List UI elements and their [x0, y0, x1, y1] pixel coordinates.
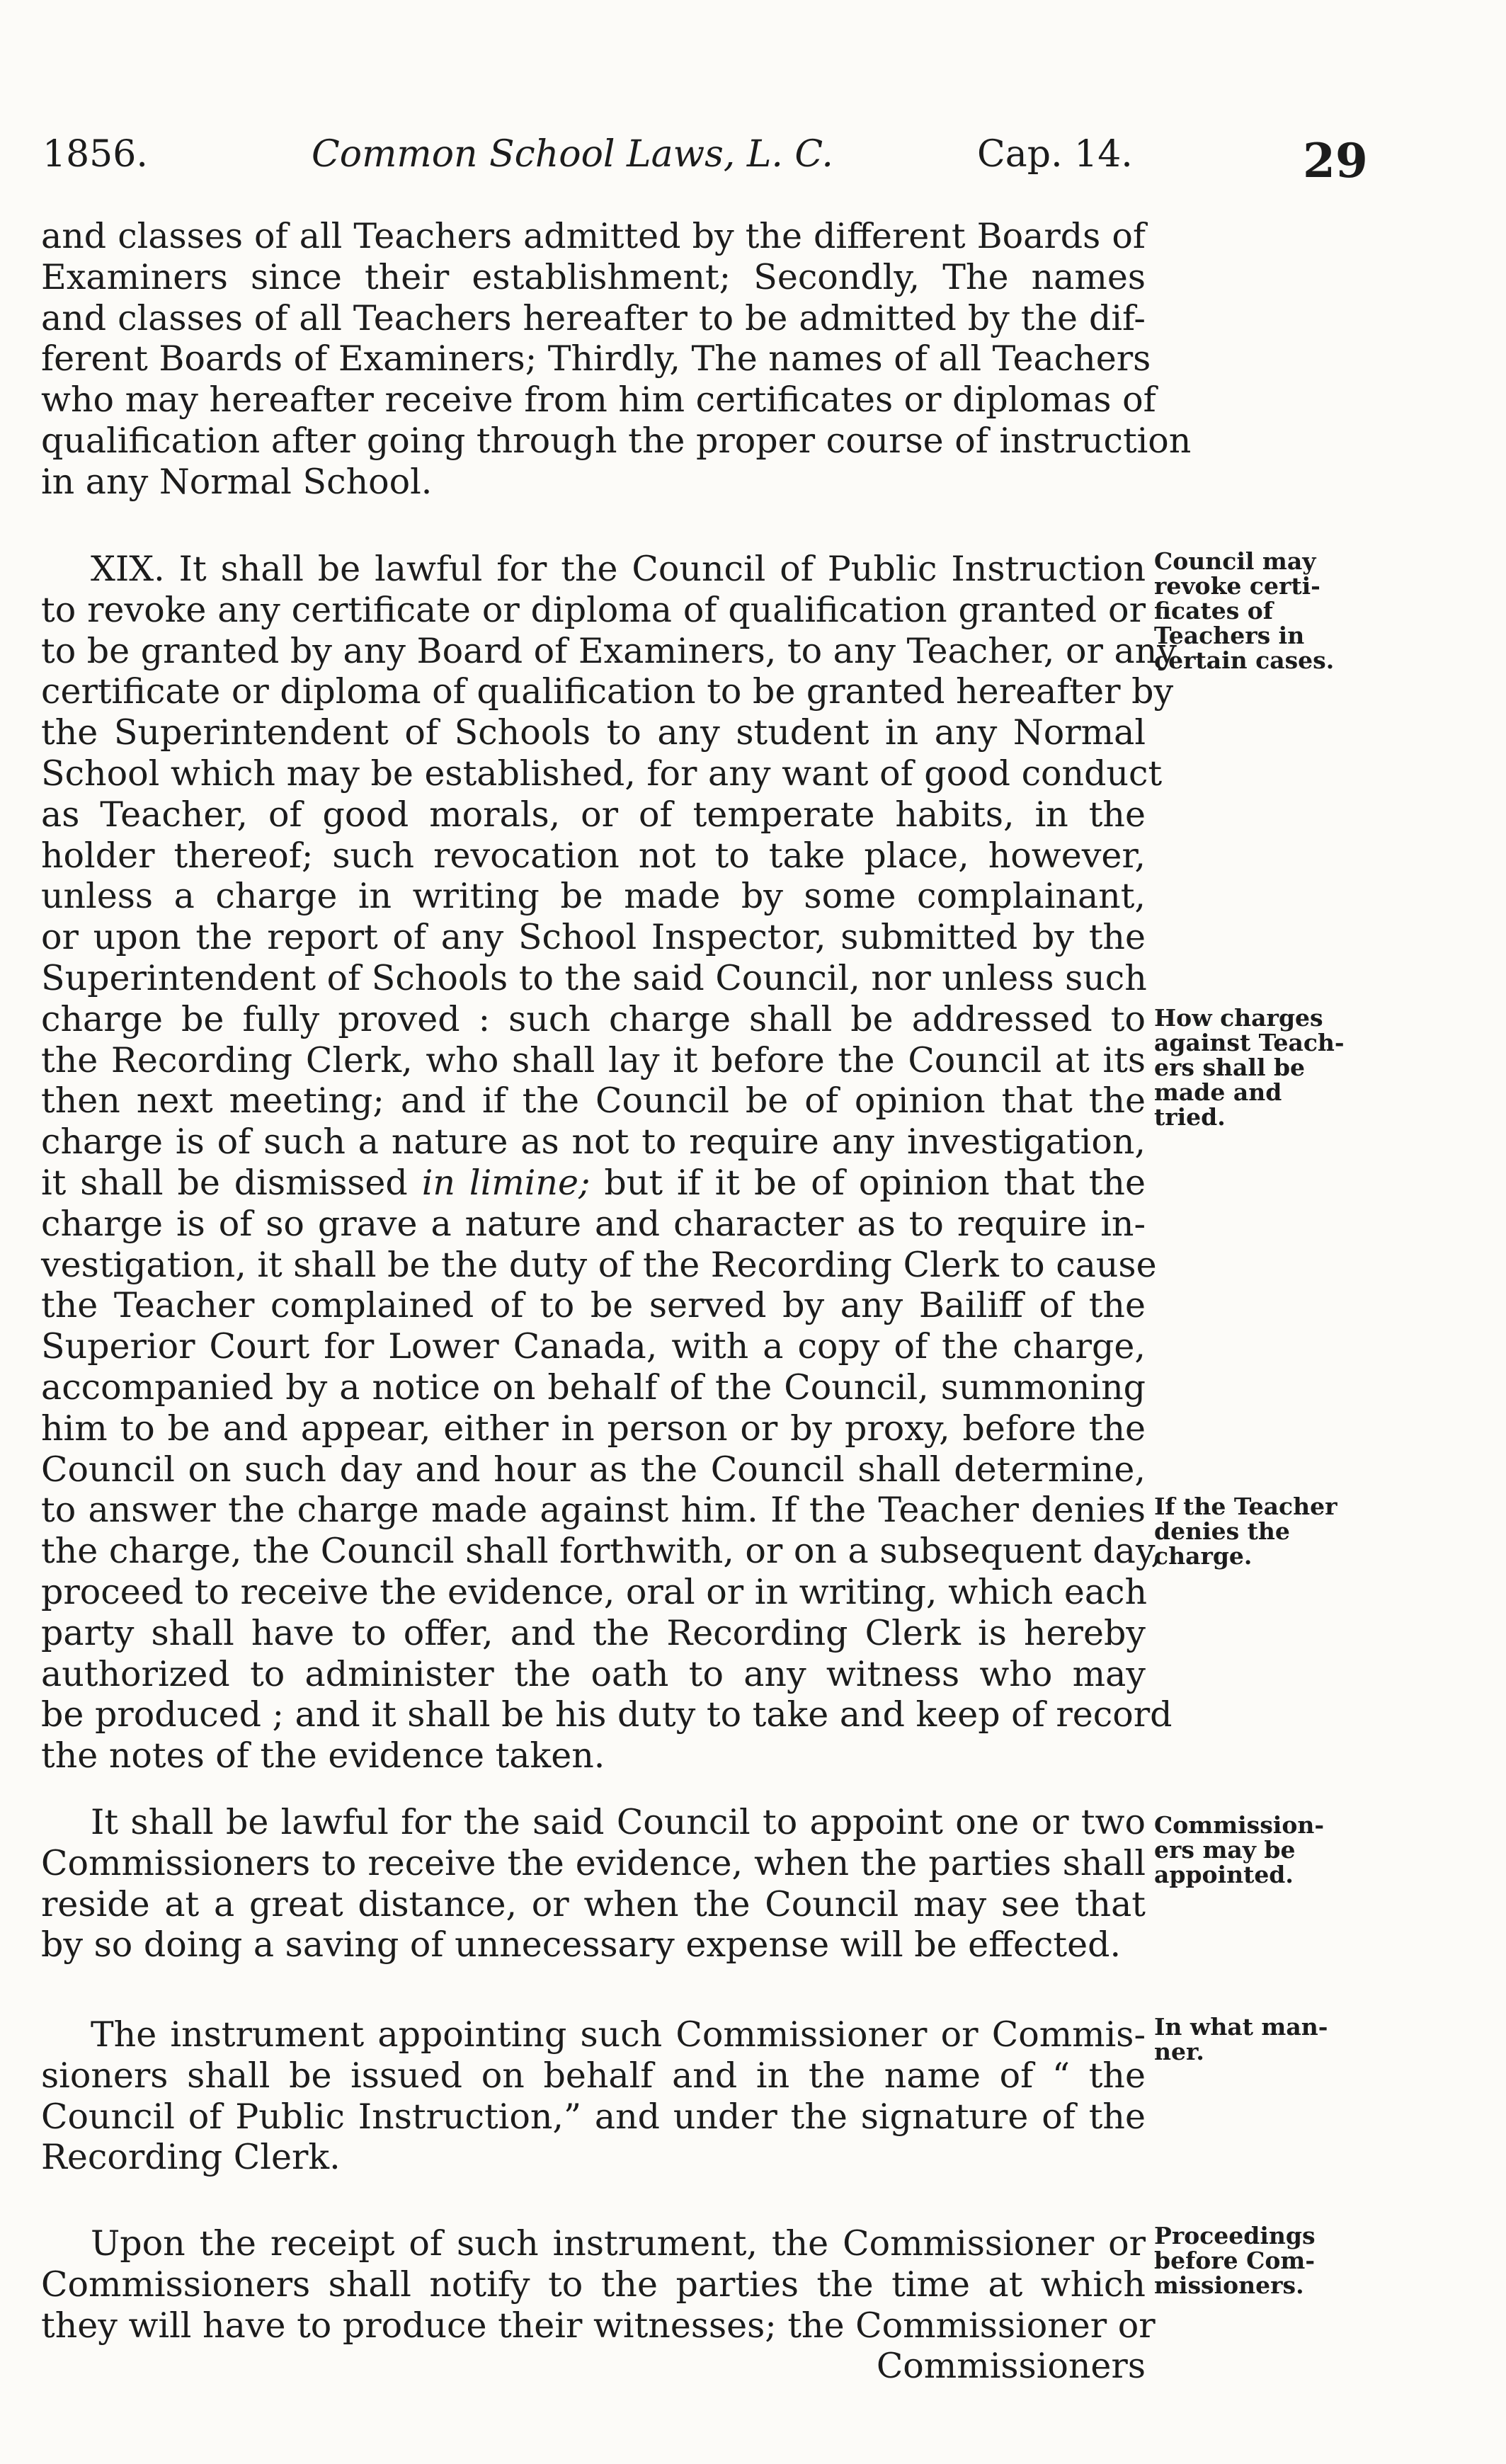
text-line: Examiners since their establishment; Secondly, The names: [41, 256, 1146, 297]
side-note-line: If the Teacher: [1154, 1493, 1337, 1520]
text-line: Upon the receipt of such instrument, the Commissioner or: [91, 2223, 1146, 2264]
side-note-line: charge.: [1154, 1542, 1253, 1570]
text-line: Recording Clerk.: [41, 2137, 341, 2178]
text-line: then next meeting; and if the Council be of opinion that the: [41, 1080, 1146, 1122]
text-line: by so doing a saving of unnecessary expense will be effected.: [41, 1924, 1122, 1966]
side-note-line: Teachers in: [1154, 622, 1305, 649]
text-line: it shall be dismissed in limine; but if it be of opinion that the: [41, 1162, 1146, 1203]
side-note-line: before Com-: [1154, 2247, 1316, 2274]
side-note-line: denies the: [1154, 1517, 1290, 1545]
side-note-line: ers shall be: [1154, 1054, 1306, 1081]
text-line: accompanied by a notice on behalf of the Council, summoning: [41, 1367, 1146, 1408]
text-line: in any Normal School.: [41, 461, 433, 502]
text-line: School which may be established, for any want of good conduct: [41, 753, 1163, 794]
text-line: they will have to produce their witnesses; the Commissioner or: [41, 2305, 1156, 2346]
text-line: XIX. It shall be lawful for the Council of Public Instruction: [91, 549, 1146, 589]
side-note-teacher-denies: [1154, 1494, 1367, 1568]
text-line: proceed to receive the evidence, oral or in writing, which each: [41, 1571, 1148, 1612]
side-note-line: In what man-: [1154, 2013, 1328, 2041]
text-line: charge is of such a nature as not to require any investigation,: [41, 1122, 1146, 1163]
side-note-line: ficates of: [1154, 597, 1273, 624]
text-line: Commissioners to receive the evidence, when the parties shall: [41, 1842, 1146, 1883]
side-note-line: appointed.: [1154, 1861, 1294, 1888]
text-line: or upon the report of any School Inspector, submitted by the: [41, 917, 1146, 958]
text-line: the Teacher complained of to be served by any Bailiff of the: [41, 1285, 1146, 1326]
side-note-line: Council may: [1154, 547, 1316, 575]
side-note-manner: [1154, 2014, 1367, 2064]
header-chapter: Cap. 14.: [977, 133, 1133, 176]
side-note-line: revoke certi-: [1154, 572, 1320, 600]
text-line: the charge, the Council shall forthwith, or on a subsequent day,: [41, 1531, 1162, 1572]
text-line: sioners shall be issued on behalf and in the name of “ the: [41, 2055, 1146, 2096]
text-line: him to be and appear, either in person or by proxy, before the: [41, 1408, 1146, 1449]
text-line: unless a charge in writing be made by some complainant,: [41, 876, 1146, 917]
text-line: be produced ; and it shall be his duty to take and keep of record: [41, 1694, 1173, 1735]
text-line: the notes of the evidence taken.: [41, 1735, 605, 1776]
text-line: It shall be lawful for the said Council to appoint one or two: [91, 1802, 1146, 1842]
side-note-commissioners: [1154, 1813, 1367, 1887]
paragraph-proceedings: [41, 2223, 1156, 2387]
text-line: to be granted by any Board of Examiners, to any Teacher, or any: [41, 630, 1177, 671]
text-line: qualification after going through the proper course of instruction: [41, 420, 1192, 461]
text-line: holder thereof; such revocation not to take place, however,: [41, 835, 1146, 876]
paragraph-section-xix: [41, 549, 1177, 1776]
side-note-line: certain cases.: [1154, 646, 1335, 674]
text-line: Council on such day and hour as the Council shall determine,: [41, 1449, 1146, 1490]
text-line: Commissioners: [876, 2346, 1146, 2387]
paragraph-instrument: [41, 2014, 1146, 2178]
text-line: to revoke any certificate or diploma of qualification granted or: [41, 589, 1146, 630]
text-line: as Teacher, of good morals, or of temperate habits, in the: [41, 794, 1146, 835]
page-number: 29: [1303, 133, 1368, 188]
side-note-charges: [1154, 1005, 1367, 1129]
text-line: the Recording Clerk, who shall lay it before the Council at its: [41, 1039, 1146, 1080]
side-note-line: ers may be: [1154, 1836, 1296, 1864]
text-line: ferent Boards of Examiners; Thirdly, The names of all Teachers: [41, 338, 1151, 380]
text-line: authorized to administer the oath to any witness who may: [41, 1653, 1146, 1694]
text-line: to answer the charge made against him. If the Teacher denies: [41, 1490, 1146, 1531]
text-line: and classes of all Teachers admitted by the different Boards of: [41, 216, 1146, 256]
text-line: Superior Court for Lower Canada, with a copy of the charge,: [41, 1326, 1146, 1367]
text-line: Commissioners shall notify to the parties the time at which: [41, 2264, 1146, 2305]
header-title: Common School Laws, L. C.: [312, 133, 833, 176]
text-line: and classes of all Teachers hereafter to be admitted by the dif-: [41, 297, 1146, 338]
text-line: the Superintendent of Schools to any student in any Normal: [41, 712, 1146, 753]
side-note-line: made and: [1154, 1078, 1282, 1106]
side-note-line: Proceedings: [1154, 2222, 1316, 2249]
side-note-line: against Teach-: [1154, 1029, 1345, 1056]
text-line: charge be fully proved : such charge shall be addressed to: [41, 998, 1146, 1039]
text-line: charge is of so grave a nature and character as to require in-: [41, 1203, 1146, 1244]
text-line: Council of Public Instruction,” and under the signature of the: [41, 2096, 1146, 2137]
text-line: reside at a great distance, or when the Council may see that: [41, 1883, 1146, 1924]
side-note-proceedings: [1154, 2223, 1367, 2298]
side-note-line: Commission-: [1154, 1811, 1325, 1839]
side-note-line: missioners.: [1154, 2271, 1304, 2299]
running-header: [28, 133, 1368, 197]
text-line: party shall have to offer, and the Recording Clerk is hereby: [41, 1612, 1146, 1653]
text-line: vestigation, it shall be the duty of the Recording Clerk to cause: [41, 1244, 1157, 1285]
text-line: Superintendent of Schools to the said Council, nor unless such: [41, 957, 1147, 998]
text-line: certificate or diploma of qualification to be granted hereafter by: [41, 671, 1174, 712]
side-note-line: ner.: [1154, 2038, 1204, 2065]
side-note-revoke: [1154, 549, 1367, 673]
side-note-line: How charges: [1154, 1004, 1323, 1032]
side-note-line: tried.: [1154, 1103, 1226, 1131]
header-year: 1856.: [42, 133, 148, 176]
paragraph-continuation: [41, 216, 1192, 503]
paragraph-commissioners: [41, 1802, 1146, 1966]
text-line: who may hereafter receive from him certificates or diplomas of: [41, 380, 1156, 421]
text-line: The instrument appointing such Commissioner or Commis-: [91, 2014, 1146, 2055]
